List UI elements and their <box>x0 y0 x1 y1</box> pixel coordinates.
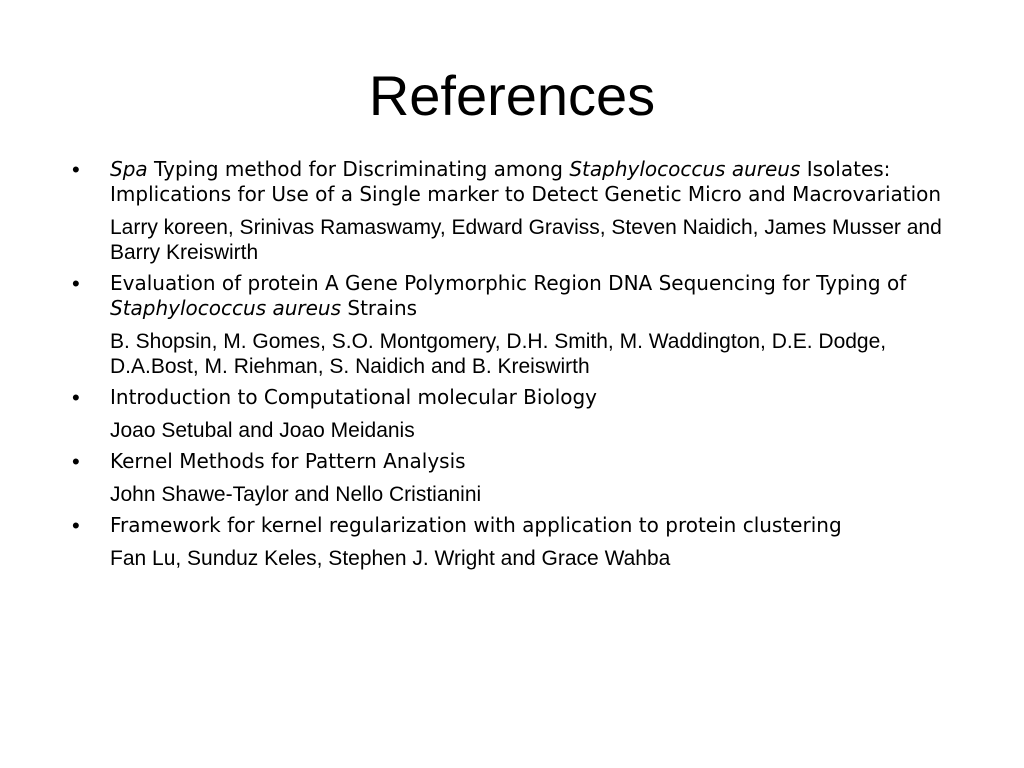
bullet-marker: • <box>72 449 80 474</box>
reference-item-1 <box>72 157 972 265</box>
reference-authors: Larry koreen, Srinivas Ramaswamy, Edward Graviss, Steven Naidich, James Musser and Barry Kreiswirth <box>110 216 942 264</box>
reference-item-4 <box>72 449 972 507</box>
title-segment: Evaluation of protein A Gene Polymorphic Region DNA Sequencing for Typing of <box>110 271 907 295</box>
reference-authors: B. Shopsin, M. Gomes, S.O. Montgomery, D.H. Smith, M. Waddington, D.E. Dodge, D.A.Bost, M. Riehman, S. Naidich and B. Kreiswirth <box>110 330 887 378</box>
reference-title <box>110 385 972 410</box>
bullet-marker: • <box>72 513 80 538</box>
reference-authors: John Shawe-Taylor and Nello Cristianini <box>110 483 482 506</box>
title-segment: Strains <box>341 296 418 320</box>
reference-title <box>110 449 972 474</box>
title-segment: Kernel Methods for Pattern Analysis <box>110 449 466 473</box>
title-segment: Framework for kernel regularization with application to protein clustering <box>110 513 842 537</box>
title-segment: Introduction to Computational molecular Biology <box>110 385 598 409</box>
title-segment: Spa <box>110 157 148 181</box>
slide-title: References <box>368 64 656 127</box>
reference-item-3 <box>72 385 972 443</box>
title-segment: Staphylococcus aureus <box>110 296 342 320</box>
reference-title <box>110 513 972 538</box>
reference-authors: Fan Lu, Sunduz Keles, Stephen J. Wright and Grace Wahba <box>110 547 671 570</box>
reference-authors: Joao Setubal and Joao Meidanis <box>110 419 415 442</box>
reference-item-2 <box>72 271 972 379</box>
bullet-marker: • <box>72 157 80 182</box>
title-segment: Typing method for Discriminating among <box>147 157 570 181</box>
reference-item-5 <box>72 513 972 571</box>
reference-list <box>72 157 972 577</box>
reference-title <box>110 157 972 207</box>
bullet-marker: • <box>72 271 80 296</box>
bullet-marker: • <box>72 385 80 410</box>
title-segment: Isolates: Implications for Use of a Single marker to Detect Genetic Micro and Macrovariation <box>110 157 942 206</box>
reference-title <box>110 271 972 321</box>
title-segment: Staphylococcus aureus <box>569 157 801 181</box>
